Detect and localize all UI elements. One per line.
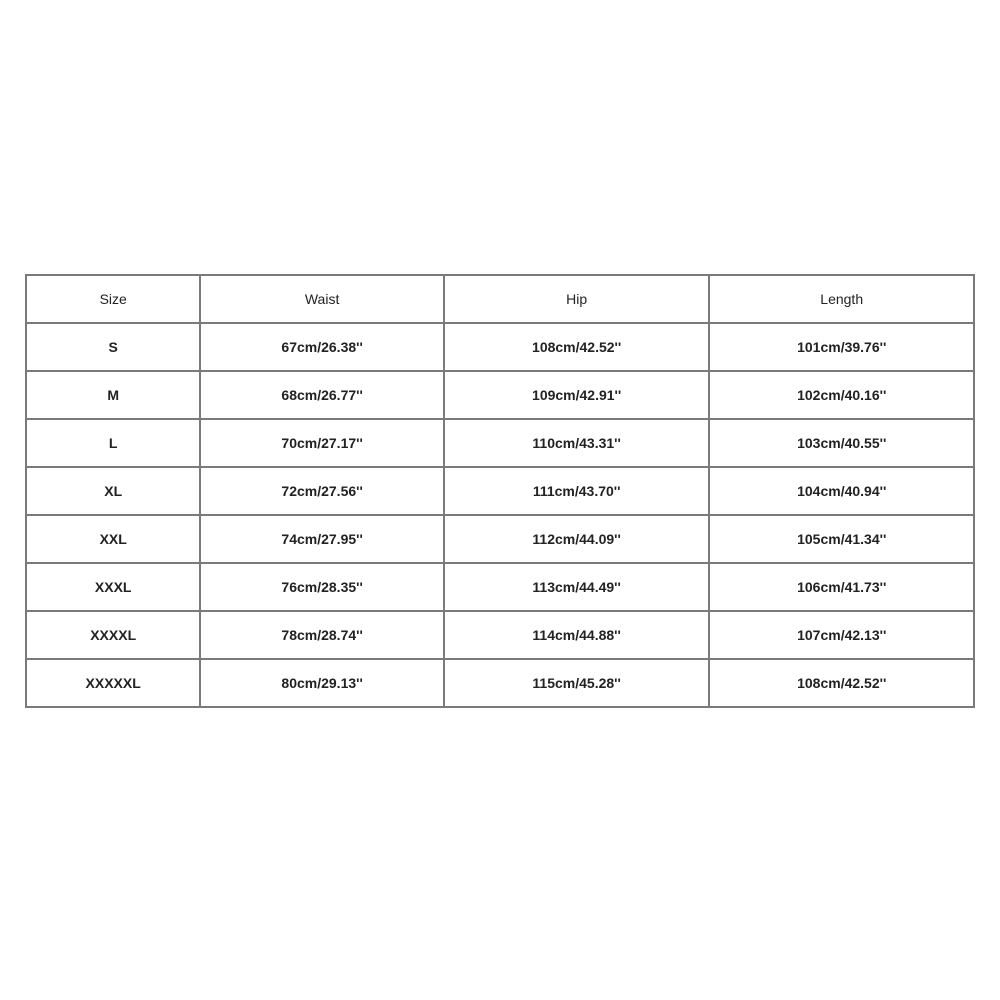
- hip-cell: 113cm/44.49'': [444, 563, 710, 611]
- waist-cell: 78cm/28.74'': [200, 611, 444, 659]
- size-chart-table: [25, 274, 975, 708]
- size-cell: XXXXL: [26, 611, 200, 659]
- size-cell: XXXL: [26, 563, 200, 611]
- waist-cell: 70cm/27.17'': [200, 419, 444, 467]
- hip-cell: 111cm/43.70'': [444, 467, 710, 515]
- table-header-row: [26, 275, 974, 323]
- waist-cell: 72cm/27.56'': [200, 467, 444, 515]
- table-row: [26, 611, 974, 659]
- waist-cell: 74cm/27.95'': [200, 515, 444, 563]
- size-cell: S: [26, 323, 200, 371]
- waist-cell: 67cm/26.38'': [200, 323, 444, 371]
- hip-cell: 115cm/45.28'': [444, 659, 710, 707]
- table-row: [26, 467, 974, 515]
- table-row: [26, 323, 974, 371]
- waist-cell: 68cm/26.77'': [200, 371, 444, 419]
- size-cell: M: [26, 371, 200, 419]
- header-hip: Hip: [444, 275, 710, 323]
- header-size: Size: [26, 275, 200, 323]
- length-cell: 105cm/41.34'': [709, 515, 974, 563]
- length-cell: 101cm/39.76'': [709, 323, 974, 371]
- length-cell: 108cm/42.52'': [709, 659, 974, 707]
- size-chart-body: [26, 323, 974, 707]
- length-cell: 102cm/40.16'': [709, 371, 974, 419]
- length-cell: 103cm/40.55'': [709, 419, 974, 467]
- size-cell: XXXXXL: [26, 659, 200, 707]
- header-waist: Waist: [200, 275, 444, 323]
- size-cell: XL: [26, 467, 200, 515]
- header-length: Length: [709, 275, 974, 323]
- hip-cell: 110cm/43.31'': [444, 419, 710, 467]
- waist-cell: 76cm/28.35'': [200, 563, 444, 611]
- hip-cell: 114cm/44.88'': [444, 611, 710, 659]
- size-cell: XXL: [26, 515, 200, 563]
- waist-cell: 80cm/29.13'': [200, 659, 444, 707]
- hip-cell: 108cm/42.52'': [444, 323, 710, 371]
- length-cell: 104cm/40.94'': [709, 467, 974, 515]
- length-cell: 106cm/41.73'': [709, 563, 974, 611]
- table-row: [26, 659, 974, 707]
- table-row: [26, 419, 974, 467]
- size-cell: L: [26, 419, 200, 467]
- hip-cell: 109cm/42.91'': [444, 371, 710, 419]
- table-row: [26, 515, 974, 563]
- table-row: [26, 563, 974, 611]
- table-row: [26, 371, 974, 419]
- length-cell: 107cm/42.13'': [709, 611, 974, 659]
- hip-cell: 112cm/44.09'': [444, 515, 710, 563]
